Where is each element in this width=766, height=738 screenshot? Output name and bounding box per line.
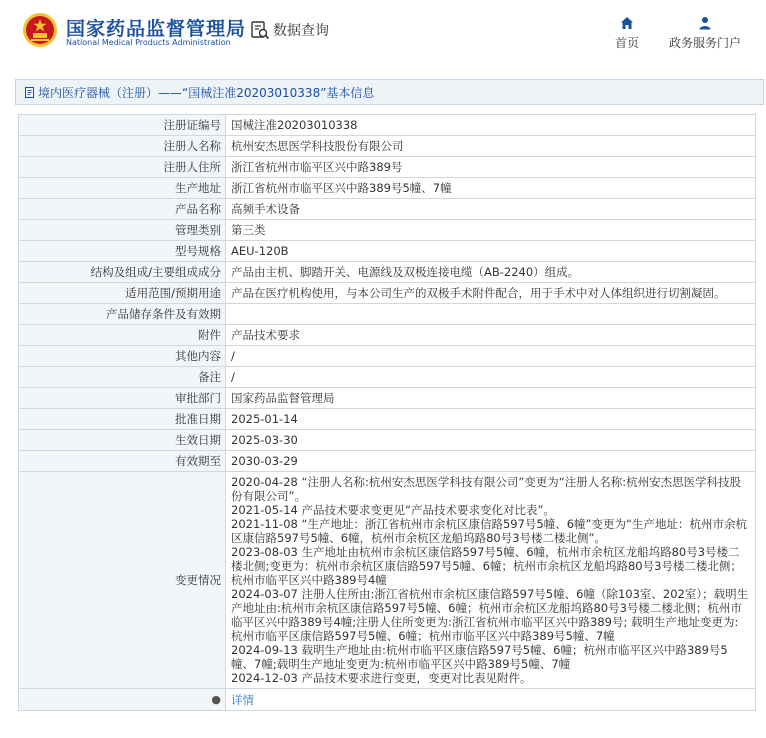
info-row-label: 有效期至 <box>19 451 226 472</box>
logo-title-cn: 国家药品监督管理局 <box>66 18 247 40</box>
info-row-value: 杭州安杰思医学科技股份有限公司 <box>226 136 756 157</box>
info-row-value: 浙江省杭州市临平区兴中路389号 <box>226 157 756 178</box>
info-row-value: 国械注准20203010338 <box>226 115 756 136</box>
change-entry: 2024-03-07 注册人住所由:浙江省杭州市余杭区康信路597号5幢、6幢（除103室、202室）；载明生产地址由:杭州市余杭区康信路597号5幢、6幢；杭州市余杭区龙船坞路80号3号楼二楼北侧；杭州市临平区兴中路389号4幢;注册人住所变更为:浙江省杭州市临平区兴中路389号; 载明生产地址变更为:杭州市临平区康信路597号5幢、6幢；杭州市临平区兴中路389号5幢、7幢 <box>231 587 749 643</box>
info-row <box>19 325 756 346</box>
info-row-label: 管理类别 <box>19 220 226 241</box>
nav-home[interactable] <box>610 16 644 51</box>
info-row-label: 注册人名称 <box>19 136 226 157</box>
info-row <box>19 283 756 304</box>
info-row <box>19 178 756 199</box>
logo-title-en: National Medical Products Administration <box>66 38 231 47</box>
info-row-label: 适用范围/预期用途 <box>19 283 226 304</box>
info-row-label: 注册证编号 <box>19 115 226 136</box>
info-row <box>19 409 756 430</box>
info-row <box>19 115 756 136</box>
info-row-label: 其他内容 <box>19 346 226 367</box>
breadcrumb-text: 境内医疗器械（注册）——“国械注准20203010338”基本信息 <box>38 85 375 100</box>
info-row-value: 2025-03-30 <box>226 430 756 451</box>
info-row <box>19 136 756 157</box>
breadcrumb <box>15 79 764 105</box>
change-entry: 2024-09-13 载明生产地址由:杭州市临平区康信路597号5幢、6幢；杭州市临平区兴中路389号5幢、7幢;载明生产地址变更为:杭州市临平区兴中路389号5幢、7幢 <box>231 643 728 671</box>
location-pin-icon: ● <box>211 693 221 706</box>
info-row-value: / <box>226 367 756 388</box>
info-row-label: 审批部门 <box>19 388 226 409</box>
info-row-label: 注册人住所 <box>19 157 226 178</box>
info-row-label: 产品储存条件及有效期 <box>19 304 226 325</box>
info-row-value: AEU-120B <box>226 241 756 262</box>
data-query-label: 数据查询 <box>273 23 329 39</box>
change-entry: 2021-05-14 产品技术要求变更见“产品技术要求变化对比表”。 <box>231 503 555 517</box>
info-row-value: 2025-01-14 <box>226 409 756 430</box>
nav-home-label: 首页 <box>614 36 639 50</box>
info-row-value: 产品技术要求 <box>226 325 756 346</box>
info-row-value: 产品在医疗机构使用，与本公司生产的双极手术附件配合，用于手术中对人体组织进行切割凝固。 <box>226 283 756 304</box>
info-row-value: 高频手术设备 <box>226 199 756 220</box>
user-icon <box>698 16 712 30</box>
change-entry: 2023-08-03 生产地址由杭州市余杭区康信路597号5幢、6幢，杭州市余杭区龙船坞路80号3号楼二楼北侧;变更为：杭州市余杭区康信路597号5幢、6幢；杭州市余杭区龙船坞路80号3号楼二楼北侧；杭州市临平区兴中路389号4幢 <box>231 545 742 587</box>
info-row <box>19 367 756 388</box>
info-row-value: 浙江省杭州市临平区兴中路389号5幢、7幢 <box>226 178 756 199</box>
changes-label: 变更情况 <box>19 472 226 689</box>
national-emblem-icon <box>22 12 58 48</box>
data-search-icon <box>250 20 270 40</box>
nav-portal-label: 政务服务门户 <box>668 36 741 50</box>
info-row-value: 产品由主机、脚踏开关、电源线及双极连接电缆（AB-2240）组成。 <box>226 262 756 283</box>
nav-service-portal[interactable] <box>662 16 748 51</box>
info-row <box>19 199 756 220</box>
detail-link[interactable]: 详情 <box>231 692 254 707</box>
info-row-value: 国家药品监督管理局 <box>226 388 756 409</box>
change-entry: 2024-12-03 产品技术要求进行变更，变更对比表见附件。 <box>231 671 532 685</box>
detail-label <box>19 689 226 711</box>
info-row <box>19 430 756 451</box>
info-row <box>19 220 756 241</box>
info-row-label: 生效日期 <box>19 430 226 451</box>
detail-value <box>226 689 756 711</box>
info-row-value: / <box>226 346 756 367</box>
info-row <box>19 346 756 367</box>
data-query-link[interactable] <box>250 20 329 40</box>
document-icon <box>24 87 35 98</box>
info-row-label: 产品名称 <box>19 199 226 220</box>
change-entry: 2020-04-28 “注册人名称:杭州安杰思医学科技有限公司”变更为“注册人名称:杭州安杰思医学科技股份有限公司”。 <box>231 475 742 503</box>
site-header <box>0 0 766 64</box>
info-row-value: 第三类 <box>226 220 756 241</box>
info-row <box>19 388 756 409</box>
info-row <box>19 304 756 325</box>
home-icon <box>620 16 634 30</box>
info-row <box>19 157 756 178</box>
info-row <box>19 241 756 262</box>
info-row-label: 备注 <box>19 367 226 388</box>
info-row-changes <box>19 472 756 689</box>
info-row-label: 批准日期 <box>19 409 226 430</box>
info-row-label: 结构及组成/主要组成成分 <box>19 262 226 283</box>
info-row-label: 型号规格 <box>19 241 226 262</box>
info-row-detail <box>19 689 756 711</box>
info-row <box>19 262 756 283</box>
changes-value <box>226 472 756 689</box>
info-row-value: 2030-03-29 <box>226 451 756 472</box>
info-row-value <box>226 304 756 325</box>
info-row <box>19 451 756 472</box>
info-row-label: 附件 <box>19 325 226 346</box>
change-entry: 2021-11-08 “生产地址：浙江省杭州市余杭区康信路597号5幢、6幢”变更为“生产地址：杭州市余杭区康信路597号5幢、6幢，杭州市余杭区龙船坞路80号3号楼二楼北侧”。 <box>231 517 747 545</box>
registration-info-table <box>18 114 756 711</box>
info-row-label: 生产地址 <box>19 178 226 199</box>
